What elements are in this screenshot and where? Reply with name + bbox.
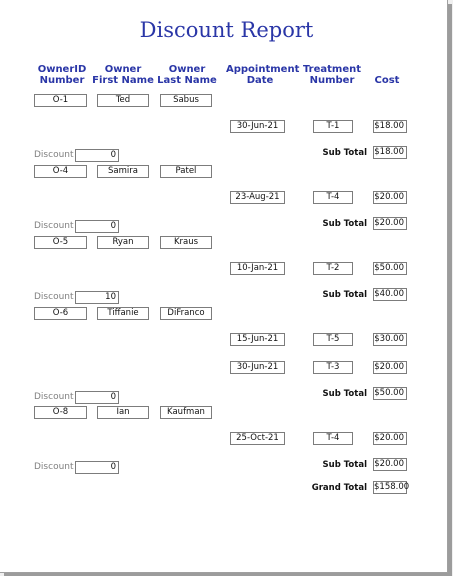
header-appointment-date (226, 64, 300, 86)
discount-label: Discount (34, 150, 74, 160)
header-line: Last Name (157, 75, 217, 86)
header-line: Owner (104, 64, 142, 75)
first-name-field: Ryan (97, 236, 149, 249)
header-last-name (156, 64, 218, 86)
subtotal-label: Sub Total (322, 460, 367, 470)
header-treatment-number (302, 64, 362, 86)
subtotal-field: $18.00 (373, 146, 407, 159)
header-line: Number (39, 75, 85, 86)
cost-field: $20.00 (373, 191, 407, 204)
subtotal-field: $20.00 (373, 217, 407, 230)
owner-id-field: O-8 (34, 406, 87, 419)
discount-field: 10 (75, 291, 119, 304)
cost-field: $20.00 (373, 432, 407, 445)
subtotal-label: Sub Total (322, 219, 367, 229)
owner-id-field: O-5 (34, 236, 87, 249)
first-name-field: Ted (97, 94, 149, 107)
report-title: Discount Report (139, 18, 314, 42)
last-name-field: Patel (160, 165, 212, 178)
header-owner-id (30, 64, 94, 86)
subtotal-label: Sub Total (322, 389, 367, 399)
header-line: First Name (92, 75, 154, 86)
treatment-number-field: T-4 (313, 191, 353, 204)
discount-label: Discount (34, 292, 74, 302)
header-line: Cost (374, 75, 400, 86)
header-line: Appointment (226, 64, 300, 75)
owner-id-field: O-4 (34, 165, 87, 178)
treatment-number-field: T-4 (313, 432, 353, 445)
discount-field: 0 (75, 220, 119, 233)
appointment-date-field: 10-Jan-21 (230, 262, 285, 275)
cost-field: $50.00 (373, 262, 407, 275)
treatment-number-field: T-5 (313, 333, 353, 346)
first-name-field: Ian (97, 406, 149, 419)
first-name-field: Samira (97, 165, 149, 178)
appointment-date-field: 25-Oct-21 (230, 432, 285, 445)
treatment-number-field: T-2 (313, 262, 353, 275)
discount-field: 0 (75, 391, 119, 404)
header-line: Date (246, 75, 274, 86)
cost-field: $18.00 (373, 120, 407, 133)
cost-field: $30.00 (373, 333, 407, 346)
header-line: Treatment (302, 64, 362, 75)
header-line: Number (309, 75, 355, 86)
discount-label: Discount (34, 221, 74, 231)
treatment-number-field: T-1 (313, 120, 353, 133)
header-line: Owner (168, 64, 206, 75)
appointment-date-field: 30-Jun-21 (230, 361, 285, 374)
discount-field: 0 (75, 149, 119, 162)
grand-total-label: Grand Total (311, 483, 367, 493)
subtotal-field: $40.00 (373, 288, 407, 301)
discount-label: Discount (34, 392, 74, 402)
header-first-name (92, 64, 154, 86)
owner-id-field: O-6 (34, 307, 87, 320)
header-cost (370, 75, 404, 86)
last-name-field: DiFranco (160, 307, 212, 320)
owner-id-field: O-1 (34, 94, 87, 107)
subtotal-field: $20.00 (373, 458, 407, 471)
last-name-field: Sabus (160, 94, 212, 107)
subtotal-label: Sub Total (322, 290, 367, 300)
last-name-field: Kaufman (160, 406, 212, 419)
appointment-date-field: 23-Aug-21 (230, 191, 285, 204)
last-name-field: Kraus (160, 236, 212, 249)
subtotal-label: Sub Total (322, 148, 367, 158)
discount-label: Discount (34, 462, 74, 472)
page-shadow (448, 4, 452, 576)
discount-field: 0 (75, 461, 119, 474)
subtotal-field: $50.00 (373, 387, 407, 400)
treatment-number-field: T-3 (313, 361, 353, 374)
cost-field: $20.00 (373, 361, 407, 374)
first-name-field: Tiffanie (97, 307, 149, 320)
appointment-date-field: 15-Jun-21 (230, 333, 285, 346)
appointment-date-field: 30-Jun-21 (230, 120, 285, 133)
grand-total-field: $158.00 (374, 482, 410, 492)
header-line: OwnerID (37, 64, 87, 75)
